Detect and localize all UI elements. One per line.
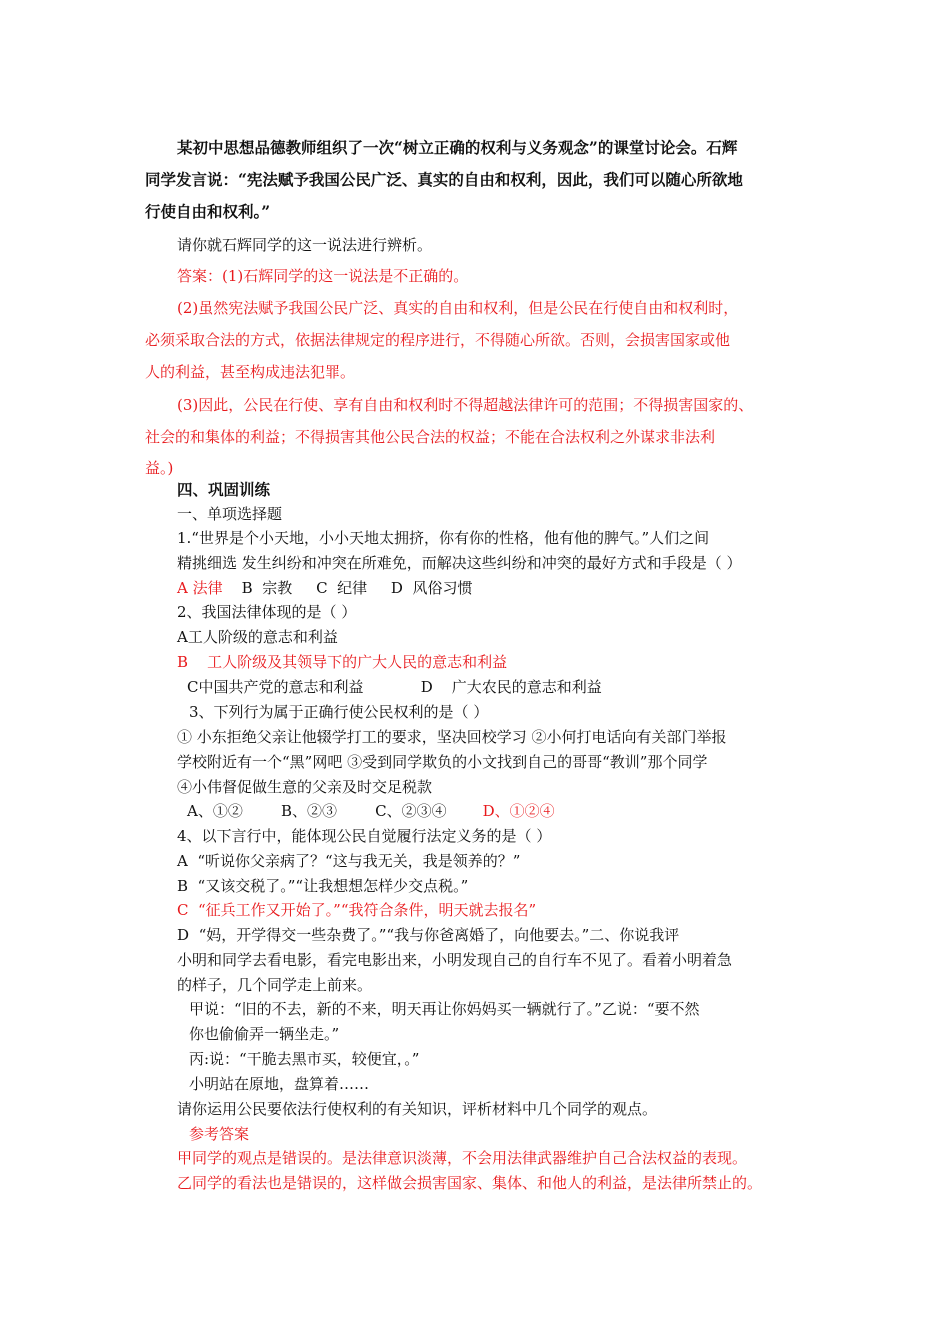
answer-line: (3)因此，公民在行使、享有自由和权利时不得超越法律许可的范围；不得损害国家的、 <box>177 396 754 414</box>
q3-options <box>187 801 555 821</box>
q2-option-a: A工人阶级的意志和利益 <box>177 628 338 646</box>
q4-option-a: A “听说你父亲病了？“这与我无关，我是领养的？” <box>177 852 521 870</box>
q3-item-line: ④小伟督促做生意的父亲及时交足税款 <box>177 778 433 796</box>
answer-line: 人的利益，甚至构成违法犯罪。 <box>145 363 356 381</box>
q2-stem: 2、我国法律体现的是（ ） <box>177 603 357 621</box>
q3-other-options: A、①② B、②③ C、②③④ <box>187 802 447 820</box>
discussion-intro-line: 行使自由和权利。” <box>145 202 271 221</box>
q4-answer-option: C “征兵工作又开始了。”“我符合条件，明天就去报名” <box>177 901 537 919</box>
story-line: 小明和同学去看电影，看完电影出来，小明发现自己的自行车不见了。看着小明着急 <box>177 951 733 969</box>
story-line: 甲说：“旧的不去，新的不来，明天再让你妈妈买一辆就行了。”乙说：“要不然 <box>189 1000 700 1018</box>
answer-line: 必须采取合法的方式，依据法律规定的程序进行，不得随心所欲。否则，会损害国家或他 <box>145 331 731 349</box>
reference-answer-title: 参考答案 <box>189 1125 250 1143</box>
discussion-prompt: 请你就石辉同学的这一说法进行辨析。 <box>177 236 433 254</box>
q3-answer-option: D、①②④ <box>482 802 555 820</box>
story-line: 丙:说：“干脆去黑市买，较便宜，。” <box>189 1050 420 1068</box>
reference-answer-line: 甲同学的观点是错误的。是法律意识淡薄，不会用法律武器维护自己合法权益的表现。 <box>177 1149 748 1167</box>
story-prompt: 请你运用公民要依法行使权利的有关知识，评析材料中几个同学的观点。 <box>177 1100 658 1118</box>
q1-options <box>177 578 473 598</box>
q1-stem-line: 1.“世界是个小天地，小小天地太拥挤，你有你的性格，他有他的脾气。”人们之间 <box>177 529 710 547</box>
q4-option-b: B “又该交税了。”“让我想想怎样少交点税。” <box>177 877 469 895</box>
q3-item-line: 学校附近有一个“黑”网吧 ③受到同学欺负的小文找到自己的哥哥“教训”那个同学 <box>177 753 708 771</box>
q1-answer-option: A 法律 <box>177 579 223 597</box>
q2-answer-option: B 工人阶级及其领导下的广大人民的意志和利益 <box>177 653 508 671</box>
section-title: 四、巩固训练 <box>177 480 271 499</box>
q3-item-line: ① 小东拒绝父亲让他辍学打工的要求，坚决回校学习 ②小何打电话向有关部门举报 <box>177 728 727 746</box>
q4-option-d: D “妈，开学得交一些杂费了。”“我与你爸离婚了，向他要去。”二、你说我评 <box>177 926 680 944</box>
answer-line: (2)虽然宪法赋予我国公民广泛、真实的自由和权利，但是公民在行使自由和权利时， <box>177 299 739 317</box>
section-subtitle: 一、单项选择题 <box>177 505 283 523</box>
story-line: 小明站在原地，盘算着…… <box>189 1075 370 1093</box>
answer-line: 益。) <box>145 459 174 477</box>
q1-stem-line: 精挑细选 发生纠纷和冲突在所难免，而解决这些纠纷和冲突的最好方式和手段是（ ） <box>177 554 742 572</box>
answer-line: 答案：(1)石辉同学的这一说法是不正确的。 <box>177 267 469 285</box>
story-line: 你也偷偷弄一辆坐走。” <box>189 1025 340 1043</box>
discussion-intro-line: 同学发言说：“宪法赋予我国公民广泛、真实的自由和权利，因此，我们可以随心所欲地 <box>145 170 743 189</box>
reference-answer-line: 乙同学的看法也是错误的，这样做会损害国家、集体、和他人的利益，是法律所禁止的。 <box>177 1174 763 1192</box>
discussion-intro-line: 某初中思想品德教师组织了一次“树立正确的权利与义务观念”的课堂讨论会。石辉 <box>177 138 738 157</box>
q2-option-cd: C中国共产党的意志和利益 D 广大农民的意志和利益 <box>187 678 602 696</box>
answer-line: 社会的和集体的利益；不得损害其他公民合法的权益；不能在合法权利之外谋求非法利 <box>145 428 716 446</box>
q1-other-options: B 宗教 C 纪律 D 风俗习惯 <box>222 579 473 597</box>
q3-stem: 3、下列行为属于正确行使公民权利的是（ ） <box>189 703 489 721</box>
q4-stem: 4、以下言行中，能体现公民自觉履行法定义务的是（ ） <box>177 827 552 845</box>
story-line: 的样子，几个同学走上前来。 <box>177 976 373 994</box>
